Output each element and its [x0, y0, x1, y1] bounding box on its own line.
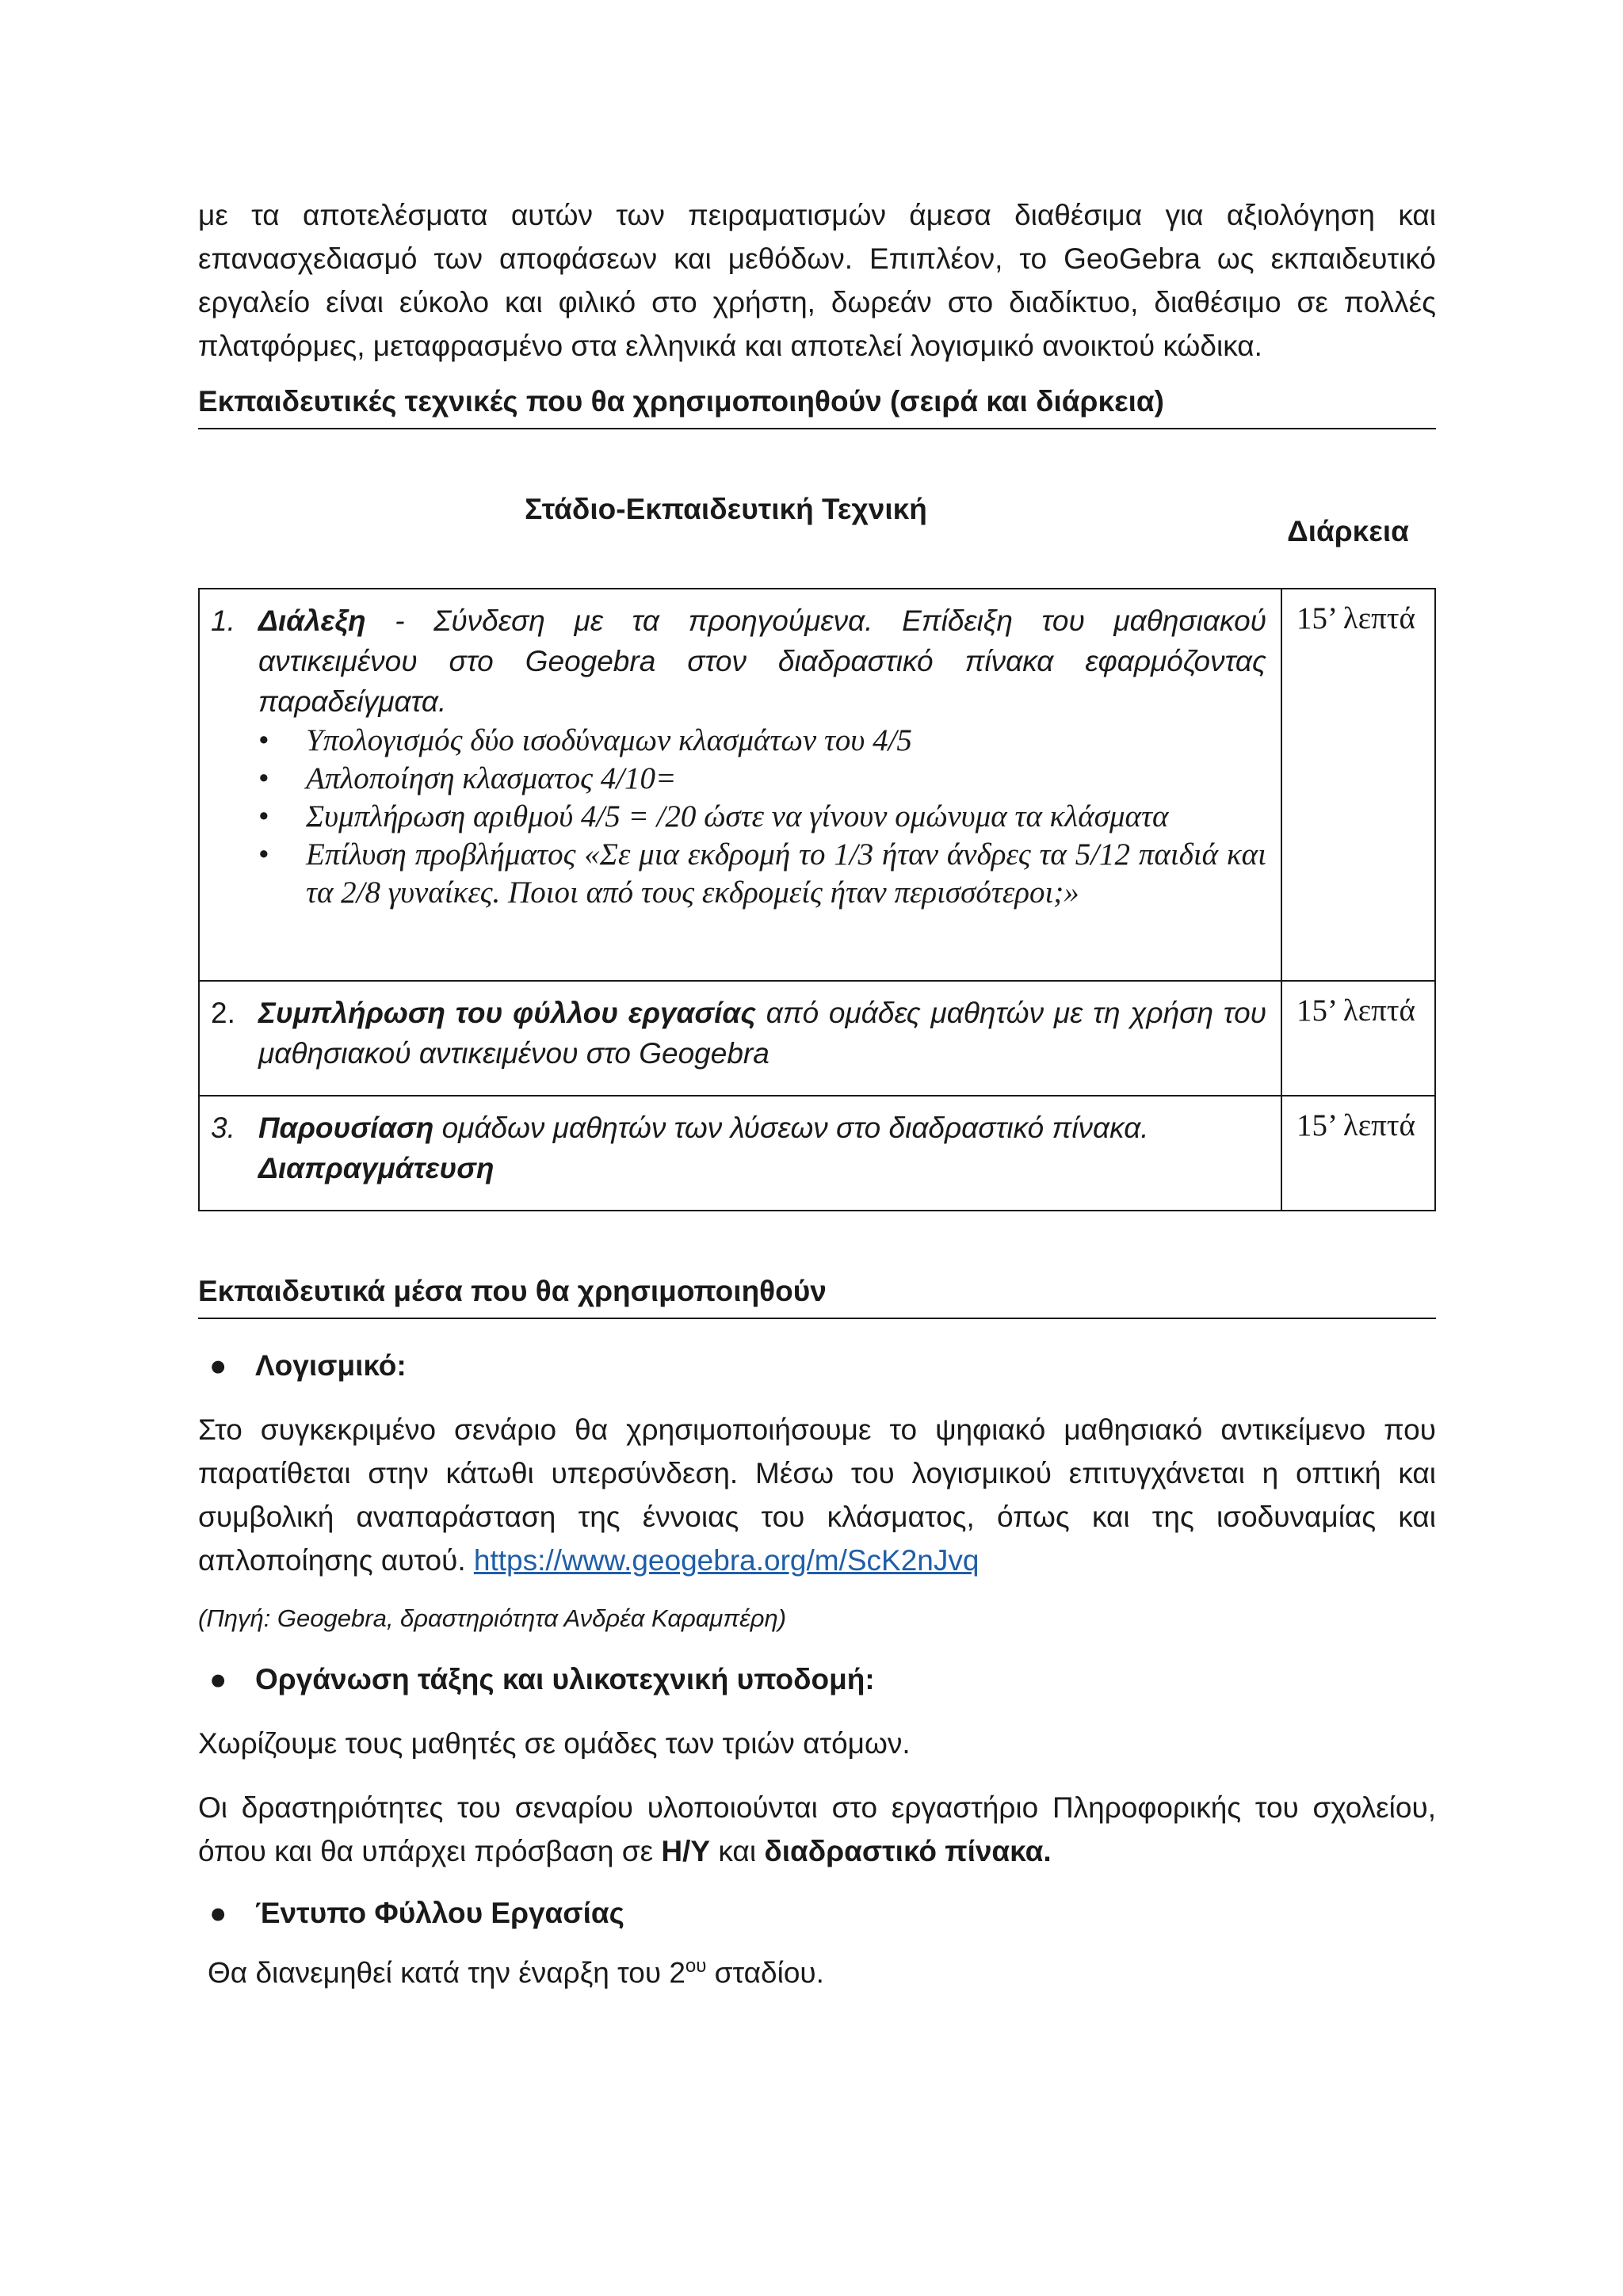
stage-number: 3. [211, 1112, 235, 1144]
examples-list [258, 722, 1266, 912]
stage-number: 1. [211, 605, 235, 637]
lab-text: Οι δραστηριότητες του σεναρίου υλοποιούνται στο εργαστήριο Πληροφορικής του σχολείου, όπου και θα υπάρχει πρόσβαση σε [198, 1791, 1436, 1867]
table-column-titles [198, 493, 1436, 588]
organization-heading-label: Οργάνωση τάξης και υλικοτεχνική υποδομή: [255, 1663, 875, 1695]
stage-number: 2. [211, 997, 235, 1029]
column-title-stage: Στάδιο-Εκπαιδευτική Τεχνική [525, 493, 927, 525]
source-note: (Πηγή: Geogebra, δραστηριότητα Ανδρέα Καραμπέρη) [198, 1604, 787, 1632]
stage-title: Διάλεξη [258, 605, 366, 637]
stage-subtitle: Διαπραγμάτευση [258, 1152, 495, 1184]
software-heading-label: Λογισμικό: [255, 1349, 407, 1382]
software-text: Στο συγκεκριμένο σενάριο θα χρησιμοποιήσουμε το ψηφιακό μαθησιακό αντικείμενο που παρατίθεται στην κάτωθι υπερσύνδεση. Μέσω του λογισμικού επιτυγχάνεται η οπτική και συμβολική αναπαράσταση της έννοιας του κλάσματος, όπως και της ισοδυναμίας και απλοποίησης αυτού. [198, 1413, 1436, 1577]
duration-cell: 15’ λεπτά [1281, 1096, 1435, 1211]
list-item: • Συμπλήρωση αριθμού 4/5 = /20 ώστε να γίνουν ομώνυμα τα κλάσματα [258, 798, 1266, 836]
lab-paragraph [198, 1786, 1436, 1873]
techniques-heading: Εκπαιδευτικές τεχνικές που θα χρησιμοποιηθούν (σειρά και διάρκεια) [198, 382, 1436, 429]
handout-heading-label: Έντυπο Φύλλου Εργασίας [255, 1897, 624, 1929]
bullet-icon: ● [209, 1349, 227, 1382]
bullet-icon: ● [209, 1897, 227, 1929]
stage-cell [199, 589, 1281, 981]
media-heading: Εκπαιδευτικά μέσα που θα χρησιμοποιηθούν [198, 1272, 1436, 1319]
stage-title: Συμπλήρωση του φύλλου εργασίας [258, 997, 756, 1029]
lab-text-joiner: και [710, 1835, 765, 1867]
stages-table [198, 588, 1436, 1211]
software-heading [198, 1346, 1436, 1386]
handout-text-end: σταδίου. [706, 1956, 824, 1989]
column-title-duration: Διάρκεια [1287, 515, 1409, 547]
page-content [198, 193, 1436, 1993]
handout-text: Θα διανεμηθεί κατά την έναρξη του 2 [208, 1956, 685, 1989]
duration-cell: 15’ λεπτά [1281, 589, 1435, 981]
lab-board: διαδραστικό πίνακα. [764, 1835, 1052, 1867]
table-row [199, 589, 1435, 981]
organization-heading [198, 1660, 1436, 1699]
stage-title: Παρουσίαση [258, 1112, 434, 1144]
handout-heading [198, 1894, 1436, 1933]
bullet-icon: ● [209, 1663, 227, 1695]
handout-superscript: ου [685, 1955, 707, 1977]
geogebra-link[interactable]: https://www.geogebra.org/m/ScK2nJvq [473, 1544, 980, 1577]
handout-paragraph [208, 1946, 1436, 1993]
stage-description: από ομάδες μαθητών με τη χρήση του μαθησιακού αντικειμένου στο Geogebra [258, 997, 1267, 1070]
list-item: • Υπολογισμός δύο ισοδύναμων κλασμάτων του 4/5 [258, 722, 1266, 760]
groups-paragraph: Χωρίζουμε τους μαθητές σε ομάδες των τριών ατόμων. [198, 1727, 911, 1760]
table-row [199, 981, 1435, 1096]
duration-cell: 15’ λεπτά [1281, 981, 1435, 1096]
stage-cell [199, 1096, 1281, 1211]
stage-cell [199, 981, 1281, 1096]
software-paragraph [198, 1408, 1436, 1582]
table-row [199, 1096, 1435, 1211]
intro-paragraph: με τα αποτελέσματα αυτών των πειραματισμών άμεσα διαθέσιμα για αξιολόγηση και επανασχεδιασμό των αποφάσεων και μεθόδων. Επιπλέον, το GeoGebra ως εκπαιδευτικό εργαλείο είναι εύκολο και φιλικό στο χρήστη, δωρεάν στο διαδίκτυο, διαθέσιμο σε πολλές πλατφόρμες, μεταφρασμένο στα ελληνικά και αποτελεί λογισμικό ανοικτού κώδικα. [198, 199, 1436, 362]
list-item: • Επίλυση προβλήματος «Σε μια εκδρομή το 1/3 ήταν άνδρες τα 5/12 παιδιά και τα 2/8 γυναίκες. Ποιοι από τους εκδρομείς ήταν περισσότεροι;» [258, 836, 1266, 912]
stage-description: ομάδων μαθητών των λύσεων στο διαδραστικό πίνακα. [433, 1112, 1149, 1144]
lab-computers: Η/Υ [661, 1835, 711, 1867]
stage-description: - Σύνδεση με τα προηγούμενα. Επίδειξη του μαθησιακού αντικειμένου στο Geogebra στον διαδραστικό πίνακα εφαρμόζοντας παραδείγματα. [258, 605, 1266, 718]
list-item: • Απλοποίηση κλασματος 4/10= [258, 760, 1266, 798]
